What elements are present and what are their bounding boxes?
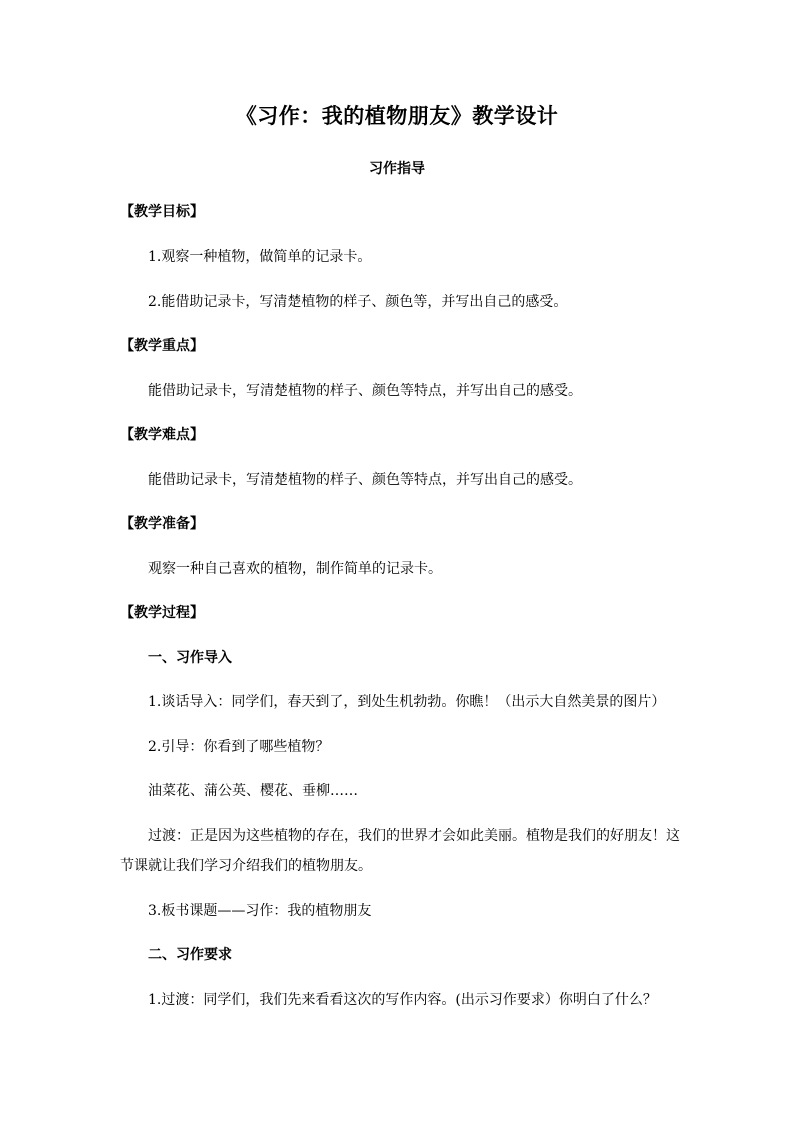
section-heading-process: 【教学过程】: [120, 605, 204, 621]
paragraph: 观察一种自己喜欢的植物，制作简单的记录卡。: [148, 561, 442, 577]
section-heading-key-points: 【教学重点】: [120, 338, 204, 354]
paragraph: 1.过渡：同学们，我们先来看看这次的写作内容。(出示习作要求）你明白了什么？: [148, 992, 657, 1008]
section-heading-objectives: 【教学目标】: [120, 204, 204, 220]
paragraph: 2.能借助记录卡，写清楚植物的样子、颜色等，并写出自己的感受。: [148, 294, 568, 310]
section-heading-preparation: 【教学准备】: [120, 516, 204, 532]
paragraph: 能借助记录卡，写清楚植物的样子、颜色等特点，并写出自己的感受。: [148, 383, 582, 399]
paragraph: 1.谈话导入：同学们，春天到了，到处生机勃勃。你瞧！（出示大自然美景的图片）: [148, 694, 666, 710]
section-heading-difficulties: 【教学难点】: [120, 427, 204, 443]
document-subtitle: 习作指导: [369, 161, 425, 177]
paragraph: 1.观察一种植物，做简单的记录卡。: [148, 249, 372, 265]
paragraph: 油菜花、蒲公英、樱花、垂柳……: [148, 783, 358, 799]
paragraph-continuation: 节课就让我们学习介绍我们的植物朋友。: [120, 858, 372, 874]
paragraph: 3.板书课题——习作：我的植物朋友: [148, 903, 372, 919]
paragraph: 过渡：正是因为这些植物的存在，我们的世界才会如此美丽。植物是我们的好朋友！这: [148, 828, 680, 844]
subsection-heading-intro: 一、习作导入: [148, 650, 232, 666]
subsection-heading-requirements: 二、习作要求: [148, 947, 232, 963]
paragraph: 2.引导：你看到了哪些植物？: [148, 739, 330, 755]
paragraph: 能借助记录卡，写清楚植物的样子、颜色等特点，并写出自己的感受。: [148, 472, 582, 488]
document-title: 《习作：我的植物朋友》教学设计: [235, 103, 559, 128]
